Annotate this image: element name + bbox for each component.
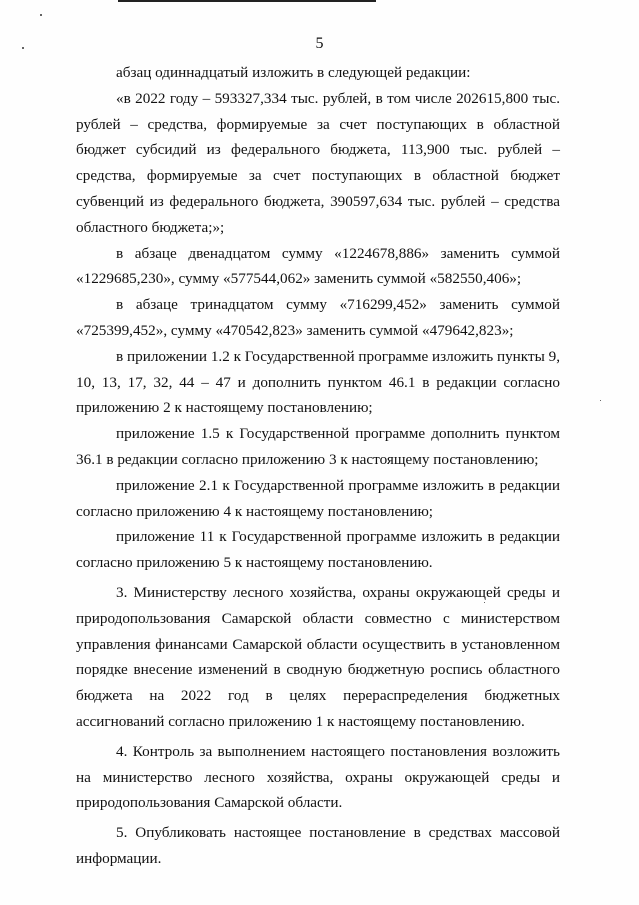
paragraph: в абзаце тринадцатом сумму «716299,452» заменить суммой «725399,452», сумму «470542,823» заменить суммой «479642,823»; [76,296,560,339]
paragraph: «в 2022 году – 593327,334 тыс. рублей, в том числе 202615,800 тыс. рублей – средства, формируемые за счет поступающих в областной бюджет субсидий из федерального бюджета, 113,900 тыс. рублей – средства, формируемые за счет поступающих в областной бюджет субвенций из федерального бюджета, 390597,634 тыс. рублей – средства областного бюджета;»; [76,89,560,236]
scan-speck [40,14,42,16]
paragraph: в абзаце двенадцатом сумму «1224678,886» заменить суммой «1229685,230», сумму «577544,062» заменить суммой «582550,406»; [76,244,560,288]
page-number: 5 [315,35,324,52]
paragraph: приложение 2.1 к Государственной программе изложить в редакции согласно приложению 4 к настоящему постановлению; [76,476,560,520]
paragraph: абзац одиннадцатый изложить в следующей редакции: [116,64,471,81]
paragraph: 4. Контроль за выполнением настоящего постановления возложить на министерство лесного хозяйства, охраны окружающей среды и природопользования Самарской области. [76,742,560,812]
paragraph: приложение 11 к Государственной программе изложить в редакции согласно приложению 5 к настоящему постановлению. [76,528,560,572]
top-scan-edge-line [118,0,376,2]
paragraph: приложение 1.5 к Государственной программе дополнить пунктом 36.1 в редакции согласно приложению 3 к настоящему постановлению; [76,425,560,468]
paragraph: 5. Опубликовать настоящее постановление в средствах массовой информации. [76,824,560,867]
document-body [76,60,560,872]
paragraph: в приложении 1.2 к Государственной программе изложить пункты 9, 10, 13, 17, 32, 44 – 47 и дополнить пунктом 46.1 в редакции согласно приложению 2 к настоящему постановлению; [76,347,561,417]
scan-speck [600,400,601,401]
paragraph: 3. Министерству лесного хозяйства, охраны окружающей среды и природопользования Самарской области совместно с министерством управления финансами Самарской области осуществить в установленном порядке внесение изменений в сводную бюджетную роспись областного бюджета на 2022 год в целях перераспределения бюджетных ассигнований согласно приложению 1 к настоящему постановлению. [76,583,560,730]
